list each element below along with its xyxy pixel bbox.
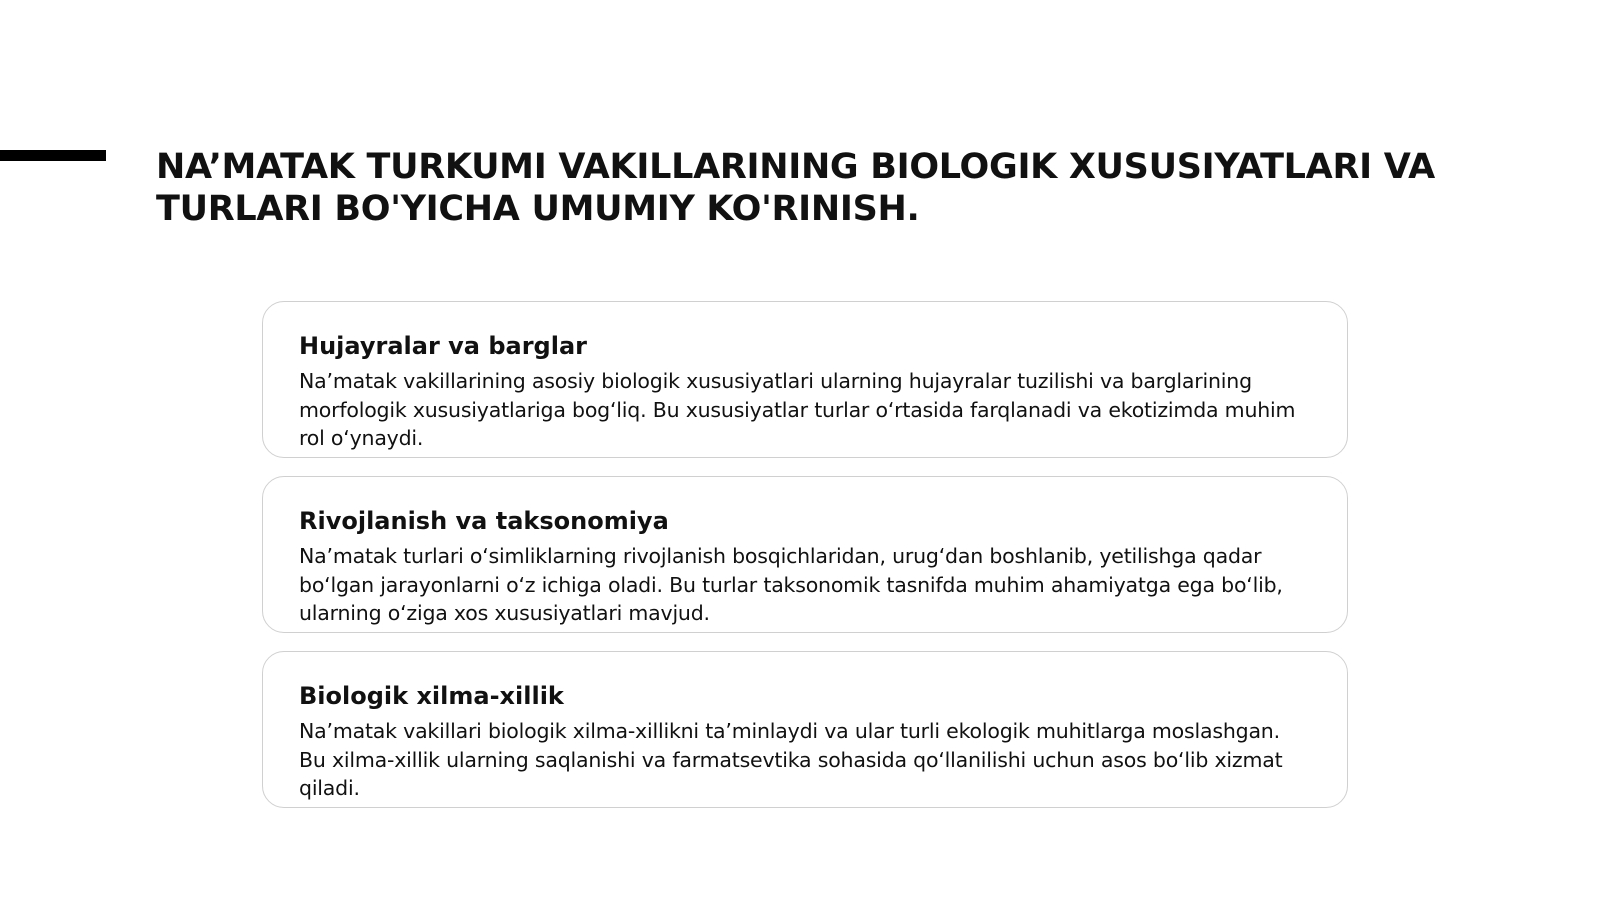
card-title: Rivojlanish va taksonomiya xyxy=(299,507,669,535)
slide-title: NA’MATAK TURKUMI VAKILLARINING BIOLOGIK XUSUSIYATLARI VA TURLARI BO'YICHA UMUMIY KO'RINISH. xyxy=(156,147,1435,229)
card-cells-and-leaves xyxy=(262,301,1348,458)
card-title: Hujayralar va barglar xyxy=(299,332,587,360)
card-title: Biologik xilma-xillik xyxy=(299,682,564,710)
card-text: Na’matak vakillarining asosiy biologik xususiyatlari ularning hujayralar tuzilishi va barglarining morfologik xususiyatlariga bog‘liq. Bu xususiyatlar turlar o‘rtasida farqlanadi va ekotizimda muhim rol o‘ynaydi. xyxy=(299,369,1296,450)
title-accent-bar xyxy=(0,150,106,161)
card-text: Na’matak vakillari biologik xilma-xillikni ta’minlaydi va ular turli ekologik muhitlarga moslashgan. Bu xilma-xillik ularning saqlanishi va farmatsevtika sohasida qo‘llanilishi uchun asos bo‘lib xizmat qiladi. xyxy=(299,719,1283,800)
card-development-and-taxonomy xyxy=(262,476,1348,633)
content-cards xyxy=(262,301,1348,826)
card-text: Na’matak turlari o‘simliklarning rivojlanish bosqichlaridan, urug‘dan boshlanib, yetilishga qadar bo‘lgan jarayonlarni o‘z ichiga oladi. Bu turlar taksonomik tasnifda muhim ahamiyatga ega bo‘lib, ularning o‘ziga xos xususiyatlari mavjud. xyxy=(299,544,1283,625)
card-biodiversity xyxy=(262,651,1348,808)
